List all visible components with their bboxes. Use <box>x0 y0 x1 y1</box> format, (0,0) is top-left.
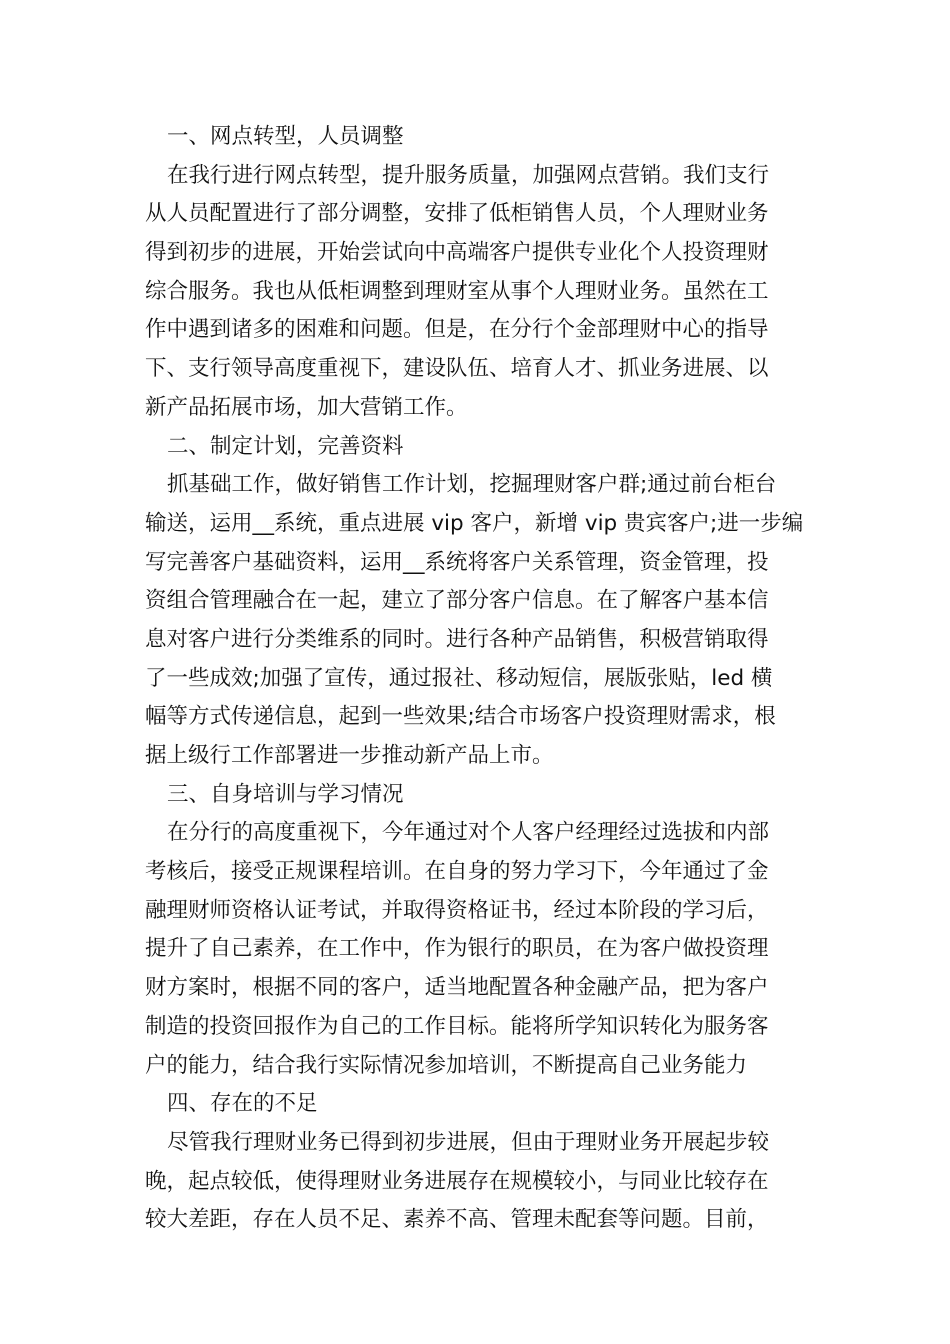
paragraph-line: 提升了自己素养，在工作中，作为银行的职员，在为客户做投资理 <box>145 936 769 962</box>
paragraph-line: 在我行进行网点转型，提升服务质量，加强网点营销。我们支行 <box>167 162 770 188</box>
paragraph-line: 较大差距，存在人员不足、素养不高、管理未配套等问题。目前， <box>145 1207 769 1233</box>
paragraph-line: 综合服务。我也从低柜调整到理财室从事个人理财业务。虽然在工 <box>145 278 769 304</box>
paragraph-line: 了一些成效;加强了宣传，通过报社、移动短信，展版张贴，led 横 <box>145 665 773 691</box>
paragraph-line: 户的能力，结合我行实际情况参加培训，不断提高自己业务能力 <box>145 1052 748 1078</box>
paragraph-line: 尽管我行理财业务已得到初步进展，但由于理财业务开展起步较 <box>167 1129 770 1155</box>
section-heading-3: 三、自身培训与学习情况 <box>167 781 404 807</box>
paragraph-line: 晚，起点较低，使得理财业务进展存在规模较小，与同业比较存在 <box>145 1168 769 1194</box>
paragraph-line: 财方案时，根据不同的客户，适当地配置各种金融产品，把为客户 <box>145 975 769 1001</box>
paragraph-line: 制造的投资回报作为自己的工作目标。能将所学知识转化为服务客 <box>145 1013 769 1039</box>
paragraph-line: 写完善客户基础资料，运用__系统将客户关系管理，资金管理，投 <box>145 549 769 575</box>
paragraph-line: 据上级行工作部署进一步推动新产品上市。 <box>145 743 554 768</box>
paragraph-line: 下、支行领导高度重视下，建设队伍、培育人才、抓业务进展、以 <box>145 356 769 382</box>
section-heading-1: 一、网点转型，人员调整 <box>167 124 404 149</box>
paragraph-line: 在分行的高度重视下，今年通过对个人客户经理经过选拔和内部 <box>167 820 770 846</box>
paragraph-line: 得到初步的进展，开始尝试向中高端客户提供专业化个人投资理财 <box>145 240 769 266</box>
paragraph-line: 作中遇到诸多的困难和问题。但是，在分行个金部理财中心的指导 <box>145 317 769 343</box>
paragraph-line: 输送，运用__系统，重点进展 vip 客户，新增 vip 贵宾客户;进一步编 <box>145 510 804 536</box>
section-heading-2: 二、制定计划，完善资料 <box>167 433 404 459</box>
section-heading-4: 四、存在的不足 <box>167 1091 318 1117</box>
paragraph-line: 幅等方式传递信息，起到一些效果;结合市场客户投资理财需求，根 <box>145 704 776 730</box>
paragraph-line: 新产品拓展市场，加大营销工作。 <box>145 394 468 420</box>
document-body <box>145 118 810 1240</box>
paragraph-line: 从人员配置进行了部分调整，安排了低柜销售人员，个人理财业务 <box>145 201 769 227</box>
paragraph-line: 资组合管理融合在一起，建立了部分客户信息。在了解客户基本信 <box>145 588 769 614</box>
paragraph-line: 考核后，接受正规课程培训。在自身的努力学习下，今年通过了金 <box>145 859 769 885</box>
paragraph-line: 融理财师资格认证考试，并取得资格证书，经过本阶段的学习后， <box>145 897 769 923</box>
paragraph-line: 息对客户进行分类维系的同时。进行各种产品销售，积极营销取得 <box>145 626 769 652</box>
paragraph-line: 抓基础工作，做好销售工作计划，挖掘理财客户群;通过前台柜台 <box>167 472 777 498</box>
